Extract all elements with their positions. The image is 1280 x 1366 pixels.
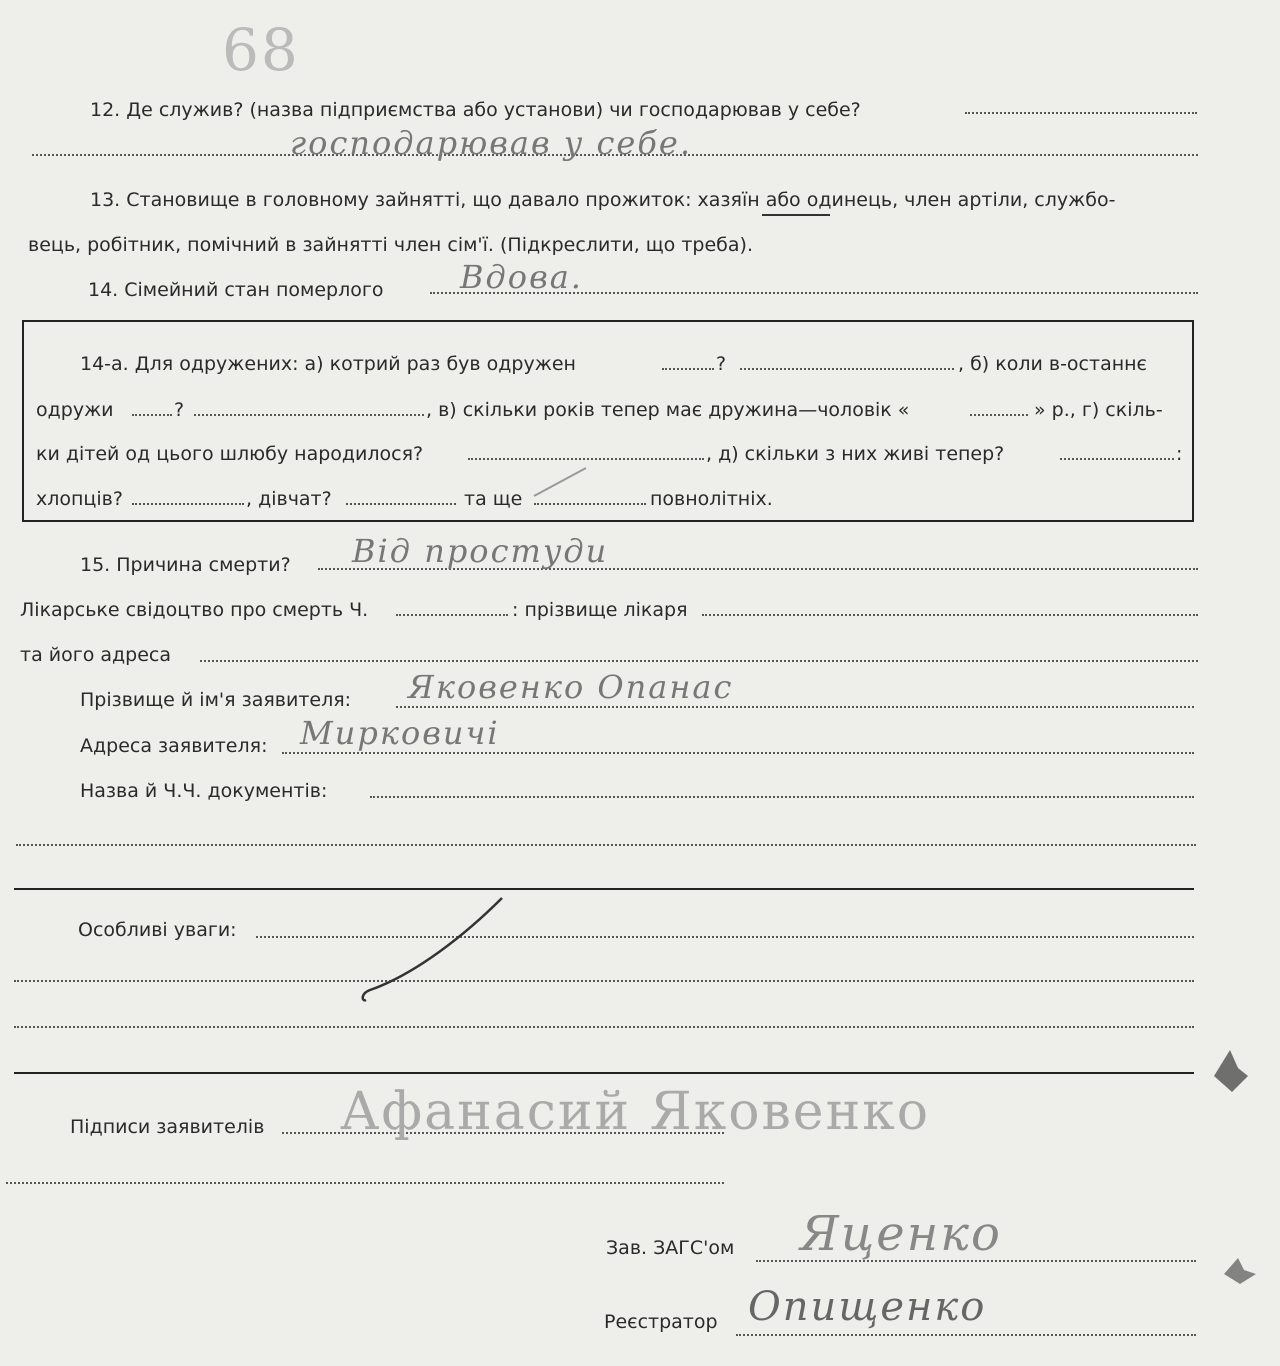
q14a-blank-4	[194, 414, 424, 416]
q14a-line2-c: , в) скільки років тепер має дружина—чоловік «	[426, 399, 910, 421]
q14a-blank-8	[132, 503, 244, 505]
registrar-blank	[736, 1334, 1196, 1336]
applicant-name-value: Яковенко Опанас	[408, 668, 734, 706]
documents-blank-1	[370, 796, 1194, 798]
applicant-address-blank	[282, 752, 1194, 754]
registrar-label: Реєстратор	[604, 1311, 718, 1333]
q14a-line3-b: , д) скільки з них живі тепер?	[706, 443, 1005, 465]
registrar-signature: Опищенко	[748, 1284, 987, 1330]
q14a-blank-9	[346, 503, 456, 505]
doctor-certificate-blank	[396, 614, 508, 616]
q14a-line2-b: ?	[174, 399, 185, 421]
documents-label: Назва й Ч.Ч. документів:	[80, 780, 328, 802]
binding-hole-mark-1	[1208, 1046, 1252, 1096]
binding-hole-mark-2	[1220, 1250, 1260, 1290]
doctor-certificate-label: Лікарське свідоцтво про смерть Ч.	[20, 599, 369, 621]
doctor-name-label: : прізвище лікаря	[512, 599, 688, 621]
q14a-blank-7	[1060, 458, 1174, 460]
q14a-blank-1	[662, 368, 714, 370]
q14a-line4-b: , дівчат?	[246, 488, 332, 510]
q14a-blank-10	[534, 503, 646, 505]
question-12-blank-1	[965, 112, 1197, 114]
question-14-answer: Вдова.	[460, 258, 583, 296]
q14a-line1-a: 14-а. Для одружених: а) котрий раз був одружен	[80, 353, 576, 375]
documents-blank-2	[16, 844, 1196, 846]
q14a-line2-d: » р., г) скіль-	[1034, 399, 1163, 421]
q14a-line4-c: та ще	[464, 488, 523, 510]
question-15-answer: Від простуди	[352, 532, 609, 570]
q14a-blank-6	[468, 458, 704, 460]
zags-head-label: Зав. ЗАГС'ом	[606, 1237, 735, 1259]
q14a-blank-3	[132, 414, 172, 416]
question-14-label: 14. Сімейний стан померлого	[88, 279, 384, 301]
applicant-signature: Афанасий Яковенко	[340, 1082, 931, 1142]
section-divider-2	[14, 1072, 1194, 1074]
question-12-answer: господарював у себе.	[290, 124, 692, 162]
signatures-blank-2	[6, 1182, 724, 1184]
q14a-blank-2	[740, 368, 954, 370]
notes-blank-2	[14, 980, 1194, 982]
applicant-name-blank	[396, 706, 1194, 708]
applicant-address-label: Адреса заявителя:	[80, 735, 268, 757]
q14a-blank-5	[970, 414, 1028, 416]
applicant-name-label: Прізвище й ім'я заявителя:	[80, 689, 352, 711]
page-number: 68	[222, 16, 300, 84]
q14a-strike-mark	[530, 462, 590, 502]
q14a-line4-d: повнолітніх.	[650, 488, 773, 510]
doctor-address-blank	[200, 660, 1198, 662]
notes-blank-3	[14, 1026, 1194, 1028]
question-12-label: 12. Де служив? (назва підприємства або установи) чи господарював у себе?	[90, 99, 861, 121]
question-13-line-2: вець, робітник, помічний в зайнятті член сім'ї. (Підкреслити, що треба).	[28, 234, 753, 256]
notes-strike-mark	[356, 894, 506, 1006]
zags-head-signature: Яценко	[800, 1206, 1002, 1262]
section-divider-1	[14, 888, 1194, 890]
doctor-name-blank	[702, 614, 1198, 616]
q14a-line4-a: хлопців?	[36, 488, 123, 510]
question-13-line-1: 13. Становище в головному зайнятті, що давало прожиток: хазяїн або одинець, член артіли, службо-	[90, 189, 1116, 211]
applicant-address-value: Мирковичі	[300, 714, 500, 752]
doctor-address-label: та його адреса	[20, 644, 171, 666]
q14a-line3-a: ки дітей од цього шлюбу народилося?	[36, 443, 424, 465]
underline-hazyain	[762, 214, 830, 216]
q14a-line3-c: :	[1176, 443, 1183, 465]
q14a-line1-b: ?	[716, 353, 727, 375]
q14a-line2-a: одружи	[36, 399, 114, 421]
question-15-label: 15. Причина смерти?	[80, 554, 291, 576]
signatures-label: Підписи заявителів	[70, 1116, 265, 1138]
notes-label: Особливі уваги:	[78, 919, 237, 941]
q14a-line1-c: , б) коли в-останнє	[958, 353, 1147, 375]
